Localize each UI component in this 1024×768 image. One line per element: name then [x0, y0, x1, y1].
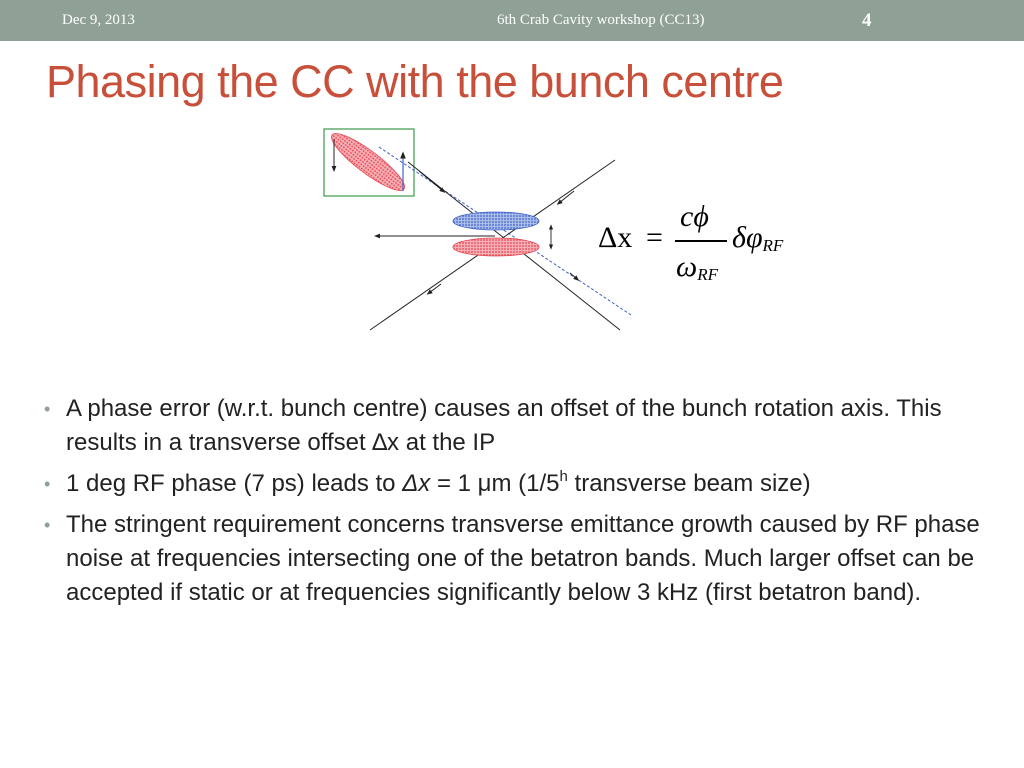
bullet-item: • 1 deg RF phase (7 ps) leads to Δx = 1 μm (1/5$^h$ transverse beam size) [42, 467, 992, 501]
offset-formula [598, 200, 803, 295]
beam-arrow-2 [570, 273, 577, 279]
header-event: 6th Crab Cavity workshop (CC13) [497, 12, 705, 28]
formula-numerator: cϕ [680, 200, 709, 233]
rotation-axis-dashed [379, 147, 631, 315]
formula-denominator: $\omega_{RF}$ [676, 250, 718, 284]
beam-arrow-1 [419, 171, 443, 191]
formula-lhs: Δx [598, 221, 633, 254]
bullet-item: • The stringent requirement concerns transverse emittance growth caused by RF phase noise at frequencies intersecting one of the betatron bands. Much larger offset can be accepted if static or at frequencies significantly below 3 kHz (first betatron band). [42, 508, 992, 610]
header-date: Dec 9, 2013 [62, 12, 135, 28]
bullet-list [42, 392, 992, 617]
tilted-bunch [325, 126, 410, 198]
crab-crossing-diagram [315, 125, 645, 340]
page-number: 4 [862, 10, 872, 31]
formula-equals: = [646, 221, 663, 254]
formula-rhs: $\delta\varphi_{RF}$ [732, 221, 784, 255]
bullet-item: • A phase error (w.r.t. bunch centre) causes an offset of the bunch rotation axis. This results in a transverse offset ∆x at the IP [42, 392, 992, 460]
blue-bunch [453, 212, 539, 230]
fraction-bar [675, 240, 727, 242]
slide-title: Phasing the CC with the bunch centre [46, 56, 784, 107]
red-bunch [453, 238, 539, 256]
header-bar [0, 0, 1024, 41]
